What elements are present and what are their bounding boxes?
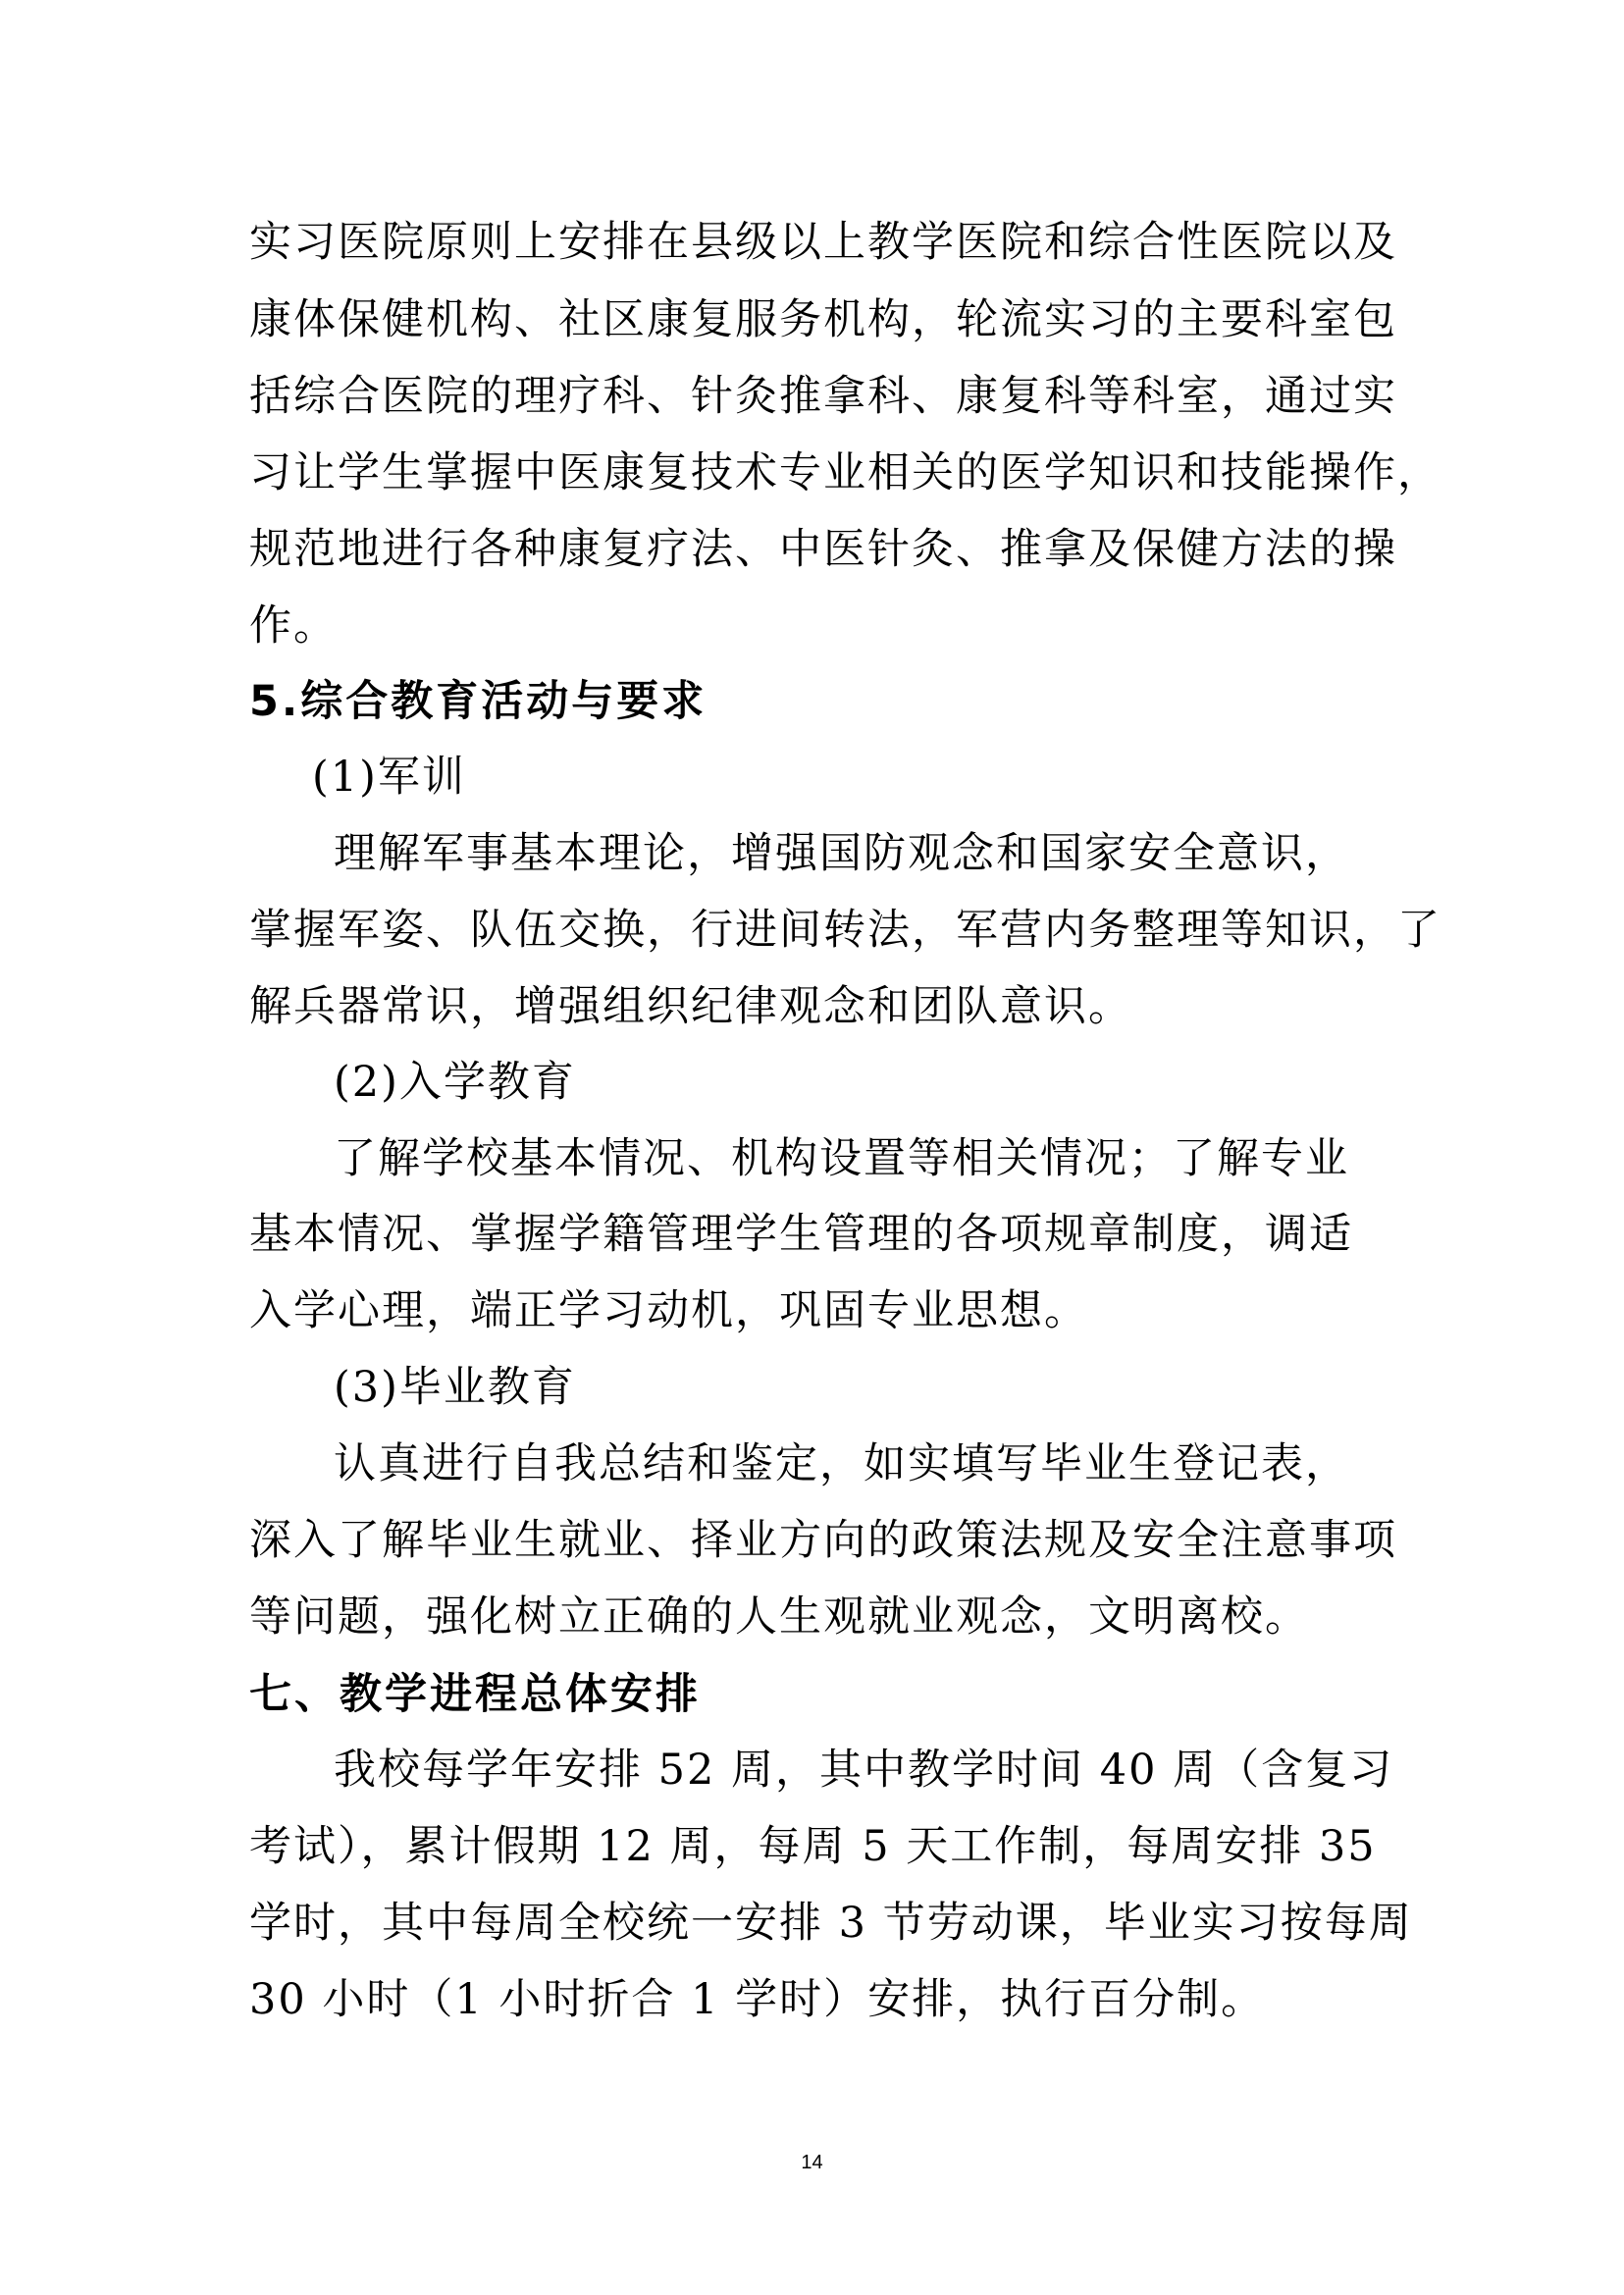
page-number: 14 — [801, 2152, 823, 2173]
internship-paragraph-line-2: 康体保健机构、社区康复服务机构，轮流实习的主要科室包 — [249, 295, 1397, 344]
enrollment-education-line-2: 基本情况、掌握学籍管理学生管理的各项规章制度，调适 — [249, 1210, 1353, 1259]
internship-paragraph-line-1: 实习医院原则上安排在县级以上教学医院和综合性医院以及 — [249, 218, 1397, 267]
enrollment-education-heading: (2)入学教育 — [334, 1058, 576, 1107]
internship-paragraph-line-4: 习让学生掌握中医康复技术专业相关的医学知识和技能操作， — [249, 448, 1441, 497]
teaching-schedule-line-2: 考试），累计假期 12 周，每周 5 天工作制，每周安排 35 — [249, 1822, 1377, 1871]
teaching-schedule-line-4: 30 小时（1 小时折合 1 学时）安排，执行百分制。 — [249, 1975, 1266, 2024]
enrollment-education-line-3: 入学心理，端正学习动机，巩固专业思想。 — [249, 1286, 1088, 1335]
military-training-line-2: 掌握军姿、队伍交换，行进间转法，军营内务整理等知识，了 — [249, 906, 1441, 955]
section-7-heading: 七、教学进程总体安排 — [249, 1670, 701, 1719]
graduation-education-line-2: 深入了解毕业生就业、择业方向的政策法规及安全注意事项 — [249, 1516, 1397, 1565]
graduation-education-line-3: 等问题，强化树立正确的人生观就业观念，文明离校。 — [249, 1592, 1309, 1642]
graduation-education-heading: (3)毕业教育 — [334, 1363, 576, 1412]
internship-paragraph-line-3: 括综合医院的理疗科、针灸推拿科、康复科等科室，通过实 — [249, 372, 1397, 421]
teaching-schedule-line-3: 学时，其中每周全校统一安排 3 节劳动课，毕业实习按每周 — [249, 1899, 1413, 1948]
military-training-line-3: 解兵器常识，增强组织纪律观念和团队意识。 — [249, 982, 1132, 1031]
enrollment-education-line-1: 了解学校基本情况、机构设置等相关情况；了解专业 — [334, 1134, 1349, 1183]
internship-paragraph-line-6: 作。 — [249, 601, 338, 651]
section-5-heading: 5.综合教育活动与要求 — [249, 677, 707, 726]
graduation-education-line-1: 认真进行自我总结和鉴定，如实填写毕业生登记表， — [334, 1439, 1349, 1488]
internship-paragraph-line-5: 规范地进行各种康复疗法、中医针灸、推拿及保健方法的操 — [249, 525, 1397, 574]
military-training-line-1: 理解军事基本理论，增强国防观念和国家安全意识， — [334, 829, 1349, 878]
teaching-schedule-line-1: 我校每学年安排 52 周，其中教学时间 40 周（含复习 — [334, 1746, 1394, 1795]
military-training-heading: (1)军训 — [312, 753, 466, 802]
